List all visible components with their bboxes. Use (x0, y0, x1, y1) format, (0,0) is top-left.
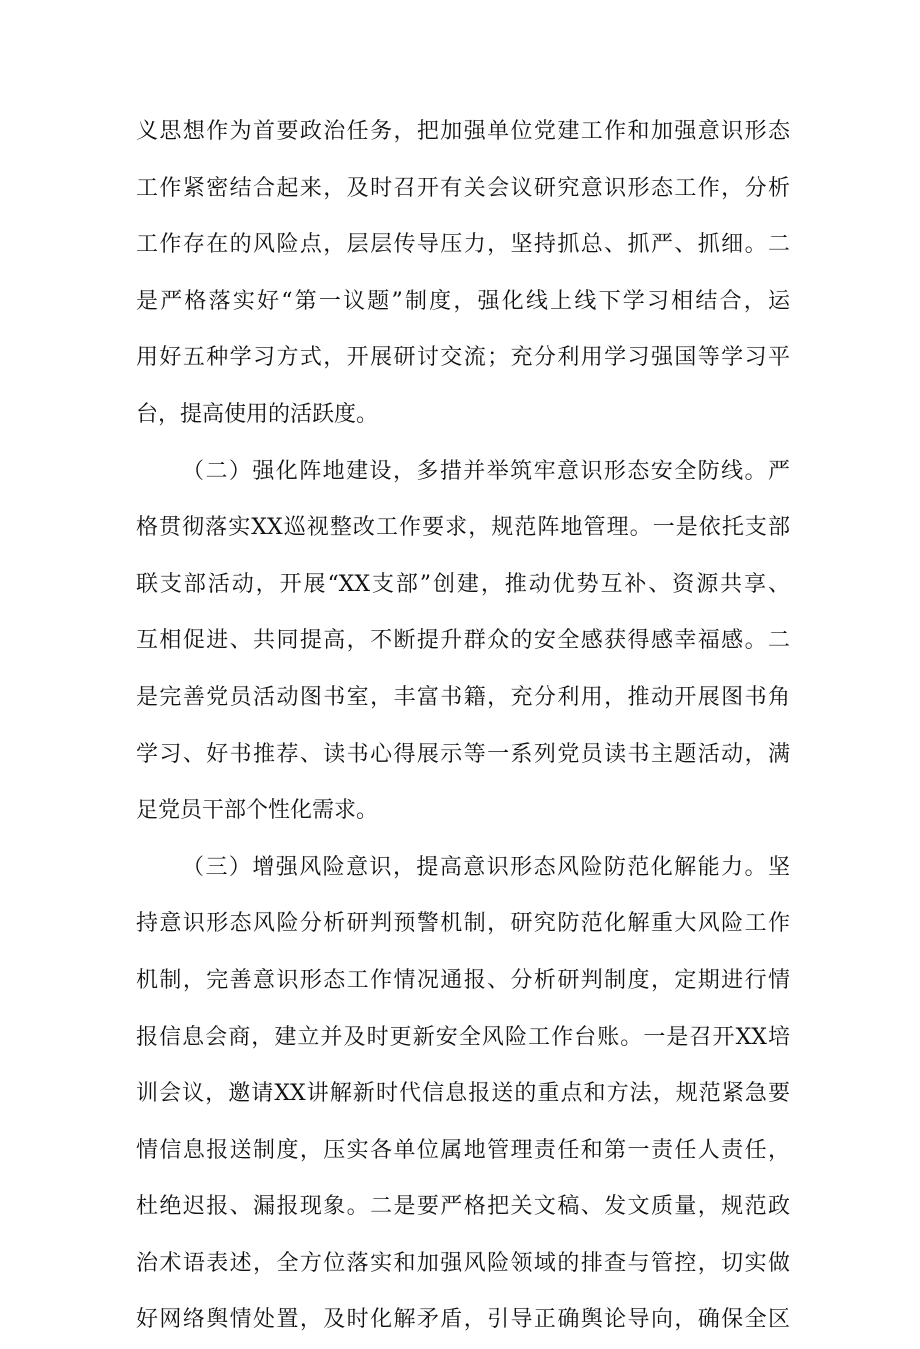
text-line: 工作存在的风险点，层层传导压力，坚持抓总、抓严、抓细。二 (136, 232, 790, 258)
text-line: 训会议，邀请XX讲解新时代信息报送的重点和方法，规范紧急要 (136, 1081, 790, 1107)
text-line: 治术语表述，全方位落实和加强风险领域的排查与管控，切实做 (136, 1250, 790, 1276)
text-line: 工作紧密结合起来，及时召开有关会议研究意识形态工作，分析 (136, 175, 790, 201)
document-body (136, 104, 790, 1349)
text-line: 义思想作为首要政治任务，把加强单位党建工作和加强意识形态 (136, 119, 790, 144)
text-line: 持意识形态风险分析研判预警机制，研究防范化解重大风险工作 (136, 911, 790, 937)
section-heading-line: （三）增强风险意识，提高意识形态风险防范化解能力。坚 (182, 854, 790, 880)
text-line: 用好五种学习方式，开展研讨交流；充分利用学习强国等学习平 (136, 345, 790, 371)
text-line: 机制，完善意识形态工作情况通报、分析研判制度，定期进行情 (136, 967, 790, 993)
text-line: 台，提高使用的活跃度。 (136, 401, 379, 427)
text-line: 是完善党员活动图书室，丰富书籍，充分利用，推动开展图书角 (136, 684, 790, 710)
text-line: 足党员干部个性化需求。 (136, 798, 379, 824)
text-line: 学习、好书推荐、读书心得展示等一系列党员读书主题活动，满 (136, 741, 790, 767)
text-line: 互相促进、共同提高，不断提升群众的安全感获得感幸福感。二 (136, 628, 790, 654)
text-line: 是严格落实好“第一议题”制度，强化线上线下学习相结合，运 (136, 288, 790, 314)
text-line: 情信息报送制度，压实各单位属地管理责任和第一责任人责任， (136, 1137, 790, 1163)
section-heading-line: （二）强化阵地建设，多措并举筑牢意识形态安全防线。严 (182, 458, 790, 484)
text-line: 杜绝迟报、漏报现象。二是要严格把关文稿、发文质量，规范政 (136, 1194, 790, 1220)
text-line: 报信息会商，建立并及时更新安全风险工作台账。一是召开XX培 (136, 1024, 790, 1050)
text-line: 好网络舆情处置，及时化解矛盾，引导正确舆论导向，确保全区 (136, 1307, 790, 1333)
text-line: 格贯彻落实XX巡视整改工作要求，规范阵地管理。一是依托支部 (136, 515, 790, 541)
text-line: 联支部活动，开展“XX支部”创建，推动优势互补、资源共享、 (136, 571, 790, 597)
